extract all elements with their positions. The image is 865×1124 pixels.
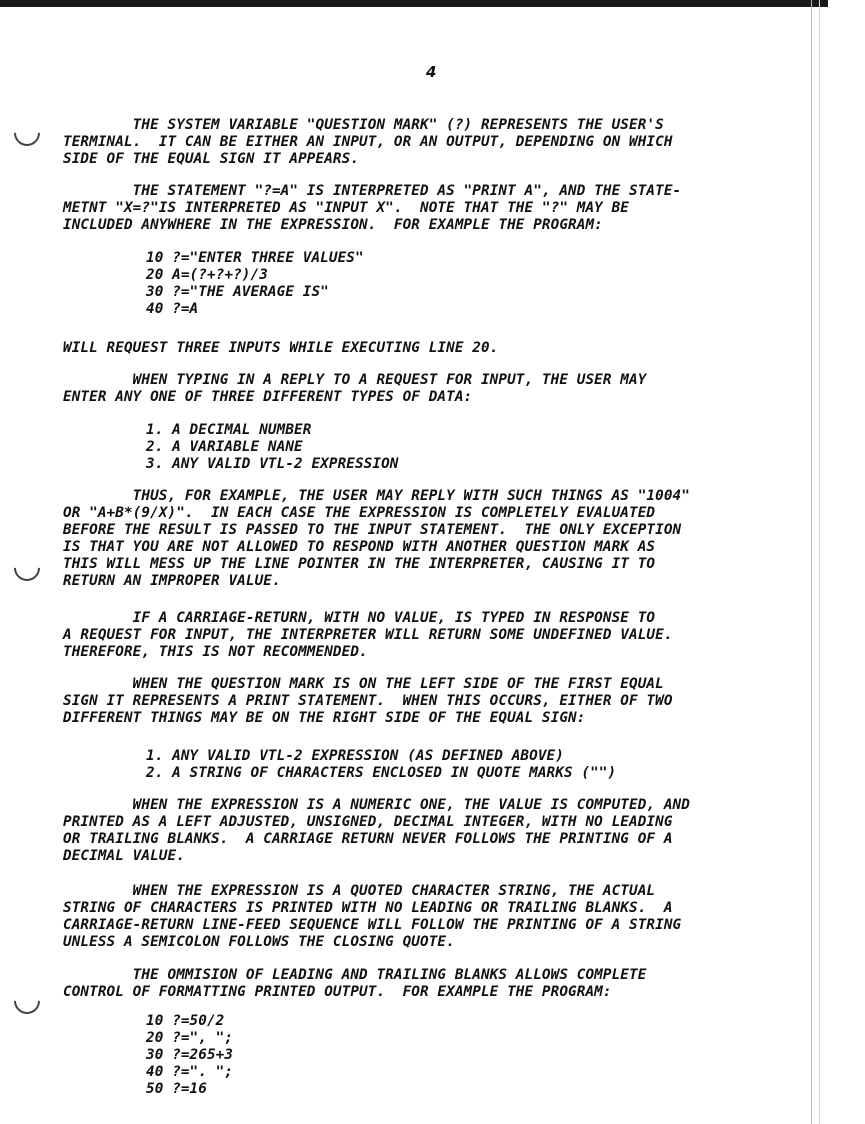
text-line: PRINTED AS A LEFT ADJUSTED, UNSIGNED, DECIMAL INTEGER, WITH NO LEADING	[63, 814, 673, 830]
text-line: OR TRAILING BLANKS. A CARRIAGE RETURN NEVER FOLLOWS THE PRINTING OF A	[63, 831, 673, 847]
text-line: DIFFERENT THINGS MAY BE ON THE RIGHT SIDE OF THE EQUAL SIGN:	[63, 710, 586, 726]
text-line: BEFORE THE RESULT IS PASSED TO THE INPUT STATEMENT. THE ONLY EXCEPTION	[63, 522, 682, 538]
text-line: WHEN THE QUESTION MARK IS ON THE LEFT SIDE OF THE FIRST EQUAL	[63, 676, 664, 692]
text-line: THEREFORE, THIS IS NOT RECOMMENDED.	[63, 644, 368, 660]
text-line: CONTROL OF FORMATTING PRINTED OUTPUT. FOR EXAMPLE THE PROGRAM:	[63, 984, 612, 1000]
listing-line: 3. ANY VALID VTL-2 EXPRESSION	[146, 456, 399, 472]
text-line: THUS, FOR EXAMPLE, THE USER MAY REPLY WITH SUCH THINGS AS "1004"	[63, 488, 690, 504]
listing-line: 20 ?=", ";	[146, 1030, 234, 1046]
right-margin-line	[811, 0, 812, 1124]
text-line: WHEN TYPING IN A REPLY TO A REQUEST FOR INPUT, THE USER MAY	[63, 372, 647, 388]
listing-line: 2. A VARIABLE NANE	[146, 439, 303, 455]
text-line: CARRIAGE-RETURN LINE-FEED SEQUENCE WILL FOLLOW THE PRINTING OF A STRING	[63, 917, 682, 933]
text-line: STRING OF CHARACTERS IS PRINTED WITH NO LEADING OR TRAILING BLANKS. A	[63, 900, 673, 916]
text-line: OR "A+B*(9/X)". IN EACH CASE THE EXPRESSION IS COMPLETELY EVALUATED	[63, 505, 656, 521]
listing-line: 10 ?=50/2	[146, 1013, 225, 1029]
listing-line: 30 ?=265+3	[146, 1047, 234, 1063]
text-line: WHEN THE EXPRESSION IS A NUMERIC ONE, THE VALUE IS COMPUTED, AND	[63, 797, 690, 813]
text-line: IF A CARRIAGE-RETURN, WITH NO VALUE, IS TYPED IN RESPONSE TO	[63, 610, 656, 626]
text-line: SIDE OF THE EQUAL SIGN IT APPEARS.	[63, 151, 360, 167]
text-line: THE STATEMENT "?=A" IS INTERPRETED AS "PRINT A", AND THE STATE-	[63, 183, 682, 199]
listing-line: 1. A DECIMAL NUMBER	[146, 422, 312, 438]
listing-line: 2. A STRING OF CHARACTERS ENCLOSED IN QUOTE MARKS ("")	[146, 765, 617, 781]
text-line: DECIMAL VALUE.	[63, 848, 185, 864]
text-line: A REQUEST FOR INPUT, THE INTERPRETER WILL RETURN SOME UNDEFINED VALUE.	[63, 627, 673, 643]
binder-hole-bottom	[9, 983, 46, 1020]
listing-line: 40 ?=". ";	[146, 1064, 234, 1080]
text-line: SIGN IT REPRESENTS A PRINT STATEMENT. WHEN THIS OCCURS, EITHER OF TWO	[63, 693, 673, 709]
text-line: UNLESS A SEMICOLON FOLLOWS THE CLOSING QUOTE.	[63, 934, 455, 950]
page-number: 4	[426, 63, 437, 81]
binder-hole-top	[9, 115, 46, 152]
listing-line: 50 ?=16	[146, 1081, 207, 1097]
text-line: WHEN THE EXPRESSION IS A QUOTED CHARACTER STRING, THE ACTUAL	[63, 883, 656, 899]
listing-line: 40 ?=A	[146, 301, 199, 317]
listing-line: 30 ?="THE AVERAGE IS"	[146, 284, 329, 300]
text-line: WILL REQUEST THREE INPUTS WHILE EXECUTING LINE 20.	[63, 340, 499, 356]
text-line: INCLUDED ANYWHERE IN THE EXPRESSION. FOR EXAMPLE THE PROGRAM:	[63, 217, 603, 233]
binder-hole-middle	[9, 550, 46, 587]
text-line: TERMINAL. IT CAN BE EITHER AN INPUT, OR AN OUTPUT, DEPENDING ON WHICH	[63, 134, 673, 150]
text-line: THE SYSTEM VARIABLE "QUESTION MARK" (?) REPRESENTS THE USER'S	[63, 117, 664, 133]
top-edge-rule	[0, 0, 828, 7]
text-line: THIS WILL MESS UP THE LINE POINTER IN THE INTERPRETER, CAUSING IT TO	[63, 556, 656, 572]
text-line: THE OMMISION OF LEADING AND TRAILING BLANKS ALLOWS COMPLETE	[63, 967, 647, 983]
text-line: IS THAT YOU ARE NOT ALLOWED TO RESPOND WITH ANOTHER QUESTION MARK AS	[63, 539, 656, 555]
listing-line: 1. ANY VALID VTL-2 EXPRESSION (AS DEFINED ABOVE)	[146, 748, 564, 764]
text-line: RETURN AN IMPROPER VALUE.	[63, 573, 281, 589]
text-line: METNT "X=?"IS INTERPRETED AS "INPUT X". NOTE THAT THE "?" MAY BE	[63, 200, 629, 216]
right-margin-line-outer	[819, 0, 820, 1124]
listing-line: 10 ?="ENTER THREE VALUES"	[146, 250, 364, 266]
listing-line: 20 A=(?+?+?)/3	[146, 267, 268, 283]
text-line: ENTER ANY ONE OF THREE DIFFERENT TYPES OF DATA:	[63, 389, 473, 405]
